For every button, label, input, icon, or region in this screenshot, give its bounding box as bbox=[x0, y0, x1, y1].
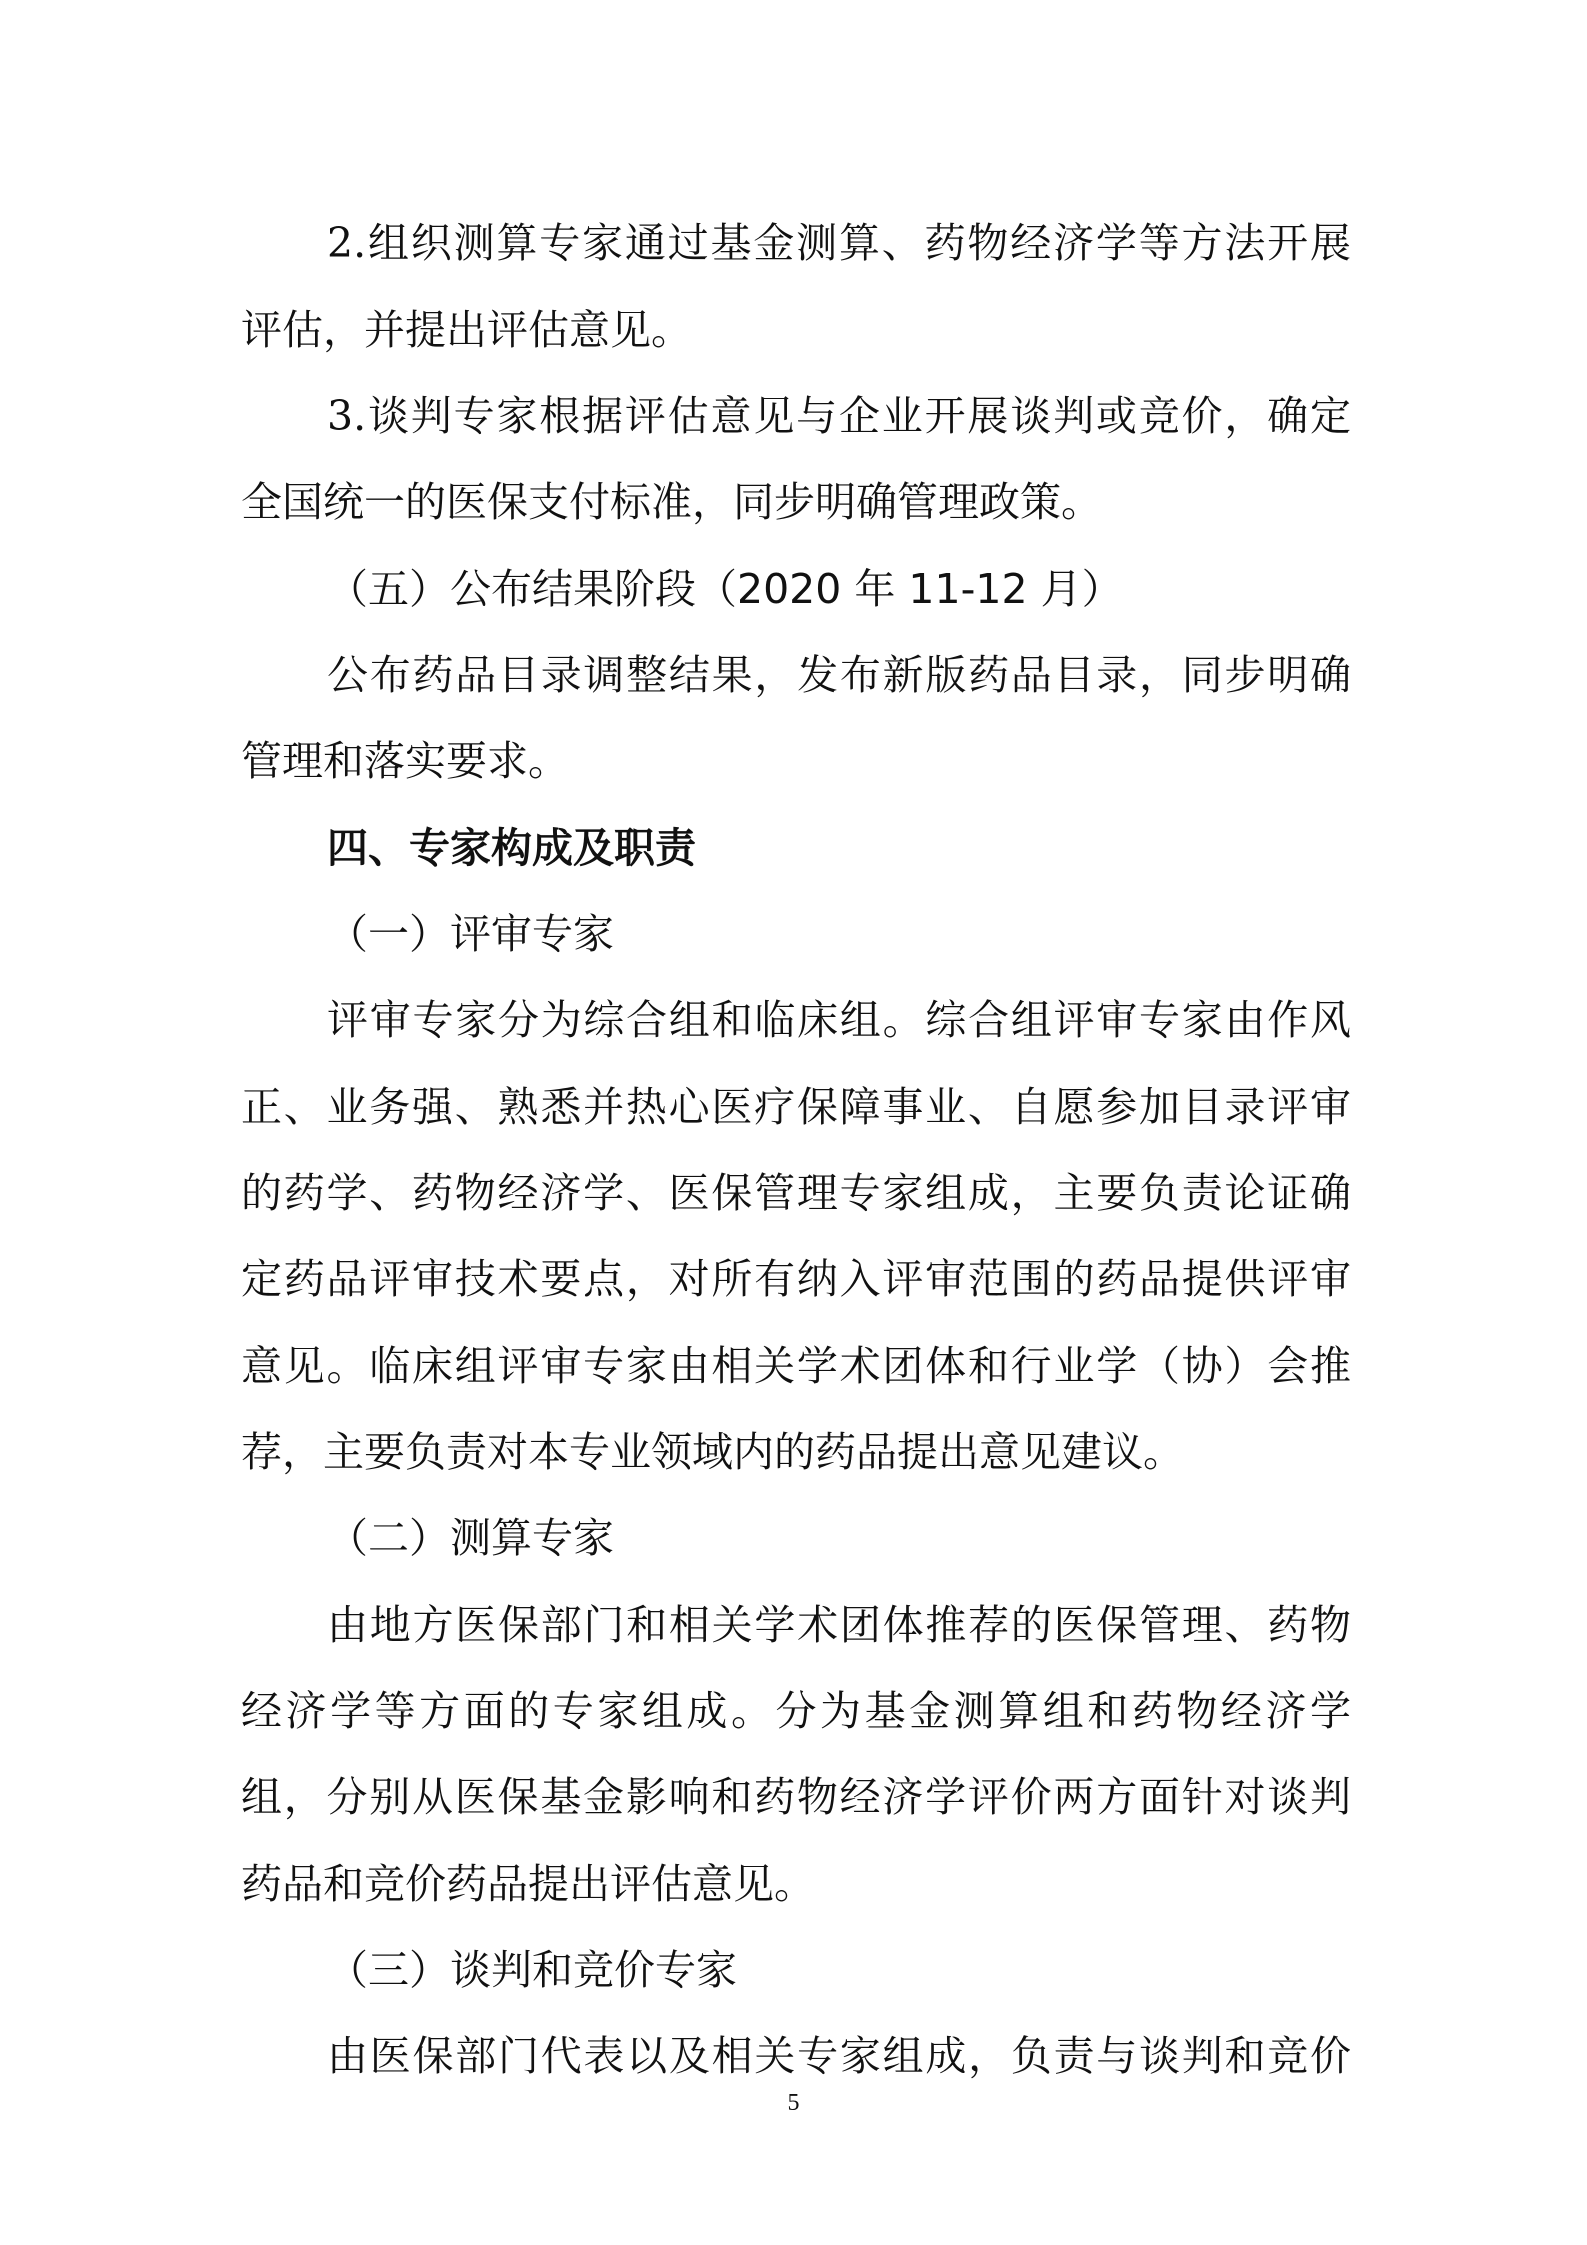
section-subheading: （二）测算专家 bbox=[327, 1514, 614, 1562]
paragraph-line: 意见。临床组评审专家由相关学术团体和行业学（协）会推 bbox=[241, 1342, 1351, 1390]
paragraph-line: 评审专家分为综合组和临床组。综合组评审专家由作风 bbox=[327, 996, 1351, 1044]
section-subheading: （五）公布结果阶段（2020 年 11-12 月） bbox=[327, 565, 1123, 613]
paragraph-line: 全国统一的医保支付标准，同步明确管理政策。 bbox=[241, 478, 1102, 526]
paragraph-line: 由地方医保部门和相关学术团体推荐的医保管理、药物 bbox=[327, 1601, 1351, 1649]
paragraph-line: 的药学、药物经济学、医保管理专家组成，主要负责论证确 bbox=[241, 1169, 1351, 1217]
paragraph-line: 管理和落实要求。 bbox=[241, 737, 569, 785]
paragraph-line: 2.组织测算专家通过基金测算、药物经济学等方法开展 bbox=[327, 219, 1351, 267]
paragraph-line: 药品和竞价药品提出评估意见。 bbox=[241, 1860, 815, 1908]
paragraph-line: 正、业务强、熟悉并热心医疗保障事业、自愿参加目录评审 bbox=[241, 1083, 1351, 1131]
section-heading: 四、专家构成及职责 bbox=[327, 824, 696, 872]
paragraph-line: 公布药品目录调整结果，发布新版药品目录，同步明确 bbox=[327, 651, 1351, 699]
paragraph-line: 荐，主要负责对本专业领域内的药品提出意见建议。 bbox=[241, 1428, 1184, 1476]
section-subheading: （三）谈判和竞价专家 bbox=[327, 1946, 737, 1994]
paragraph-line: 3.谈判专家根据评估意见与企业开展谈判或竞价，确定 bbox=[327, 392, 1351, 440]
paragraph-line: 评估，并提出评估意见。 bbox=[241, 306, 692, 354]
paragraph-line: 定药品评审技术要点，对所有纳入评审范围的药品提供评审 bbox=[241, 1255, 1351, 1303]
page-number: 5 bbox=[787, 2090, 800, 2116]
section-subheading: （一）评审专家 bbox=[327, 910, 614, 958]
paragraph-line: 由医保部门代表以及相关专家组成，负责与谈判和竞价 bbox=[327, 2032, 1351, 2080]
paragraph-line: 经济学等方面的专家组成。分为基金测算组和药物经济学 bbox=[241, 1687, 1351, 1735]
paragraph-line: 组，分别从医保基金影响和药物经济学评价两方面针对谈判 bbox=[241, 1773, 1351, 1821]
